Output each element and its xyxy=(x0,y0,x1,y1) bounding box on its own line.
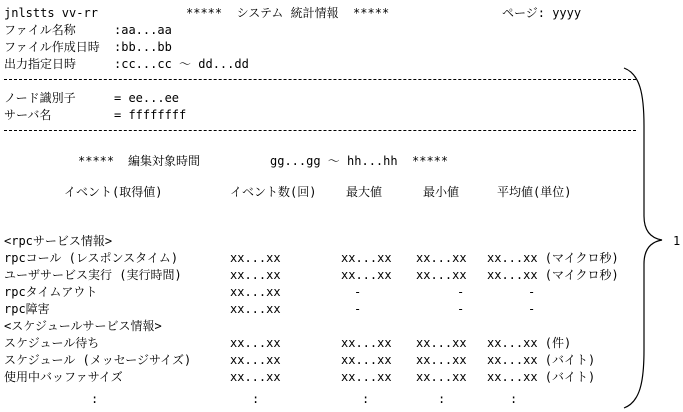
table-cell-min: xx...xx xyxy=(416,268,467,282)
column-header-count: イベント数(回) xyxy=(230,185,317,199)
brace-bracket xyxy=(618,66,668,410)
node-id-label: ノード識別子 xyxy=(4,91,76,105)
table-cell-avg: xx...xx (マイクロ秒) xyxy=(487,251,619,265)
continuation-mark: : xyxy=(438,392,446,406)
table-cell-min: xx...xx xyxy=(416,251,467,265)
table-cell-max: xx...xx xyxy=(341,336,392,350)
node-id-value: = ee...ee xyxy=(114,91,180,105)
table-cell-max: xx...xx xyxy=(341,268,392,282)
bracket-label: 1 xyxy=(673,234,681,248)
table-cell-count: xx...xx xyxy=(230,302,281,316)
file-name-value: :aa...aa xyxy=(114,23,172,37)
server-name-value: = ffffffff xyxy=(114,108,187,122)
table-cell-min: xx...xx xyxy=(416,336,467,350)
table-cell-avg: xx...xx (マイクロ秒) xyxy=(487,268,619,282)
file-name-label: ファイル名称 xyxy=(4,23,76,37)
table-cell-min: - xyxy=(457,285,465,299)
table-cell-max: - xyxy=(354,285,362,299)
table-cell-count: xx...xx xyxy=(230,370,281,384)
continuation-mark: : xyxy=(91,392,99,406)
table-row-event: スケジュール待ち xyxy=(4,336,100,350)
continuation-mark: : xyxy=(510,392,518,406)
table-cell-avg: xx...xx (件) xyxy=(487,336,572,350)
separator-line xyxy=(4,79,636,80)
continuation-mark: : xyxy=(252,392,260,406)
table-cell-avg: - xyxy=(528,285,536,299)
table-cell-count: xx...xx xyxy=(230,268,281,282)
table-cell-max: xx...xx xyxy=(341,370,392,384)
file-created-value: :bb...bb xyxy=(114,40,172,54)
continuation-mark: : xyxy=(362,392,370,406)
edit-period-prefix: ***** xyxy=(78,154,115,168)
page-label: ページ: yyyy xyxy=(502,6,582,20)
table-cell-min: xx...xx xyxy=(416,353,467,367)
table-cell-avg: - xyxy=(528,302,536,316)
column-header-event: イベント(取得値) xyxy=(64,185,163,199)
table-cell-max: xx...xx xyxy=(341,251,392,265)
table-cell-count: xx...xx xyxy=(230,336,281,350)
table-cell-count: xx...xx xyxy=(230,251,281,265)
table-cell-max: - xyxy=(354,302,362,316)
table-cell-min: - xyxy=(457,302,465,316)
report-title: ***** システム 統計情報 ***** xyxy=(186,6,390,20)
column-header-max: 最大値 xyxy=(346,185,383,199)
table-row-event: rpcコール (レスポンスタイム) xyxy=(4,251,179,265)
table-row-event: ユーザサービス実行 (実行時間) xyxy=(4,268,182,282)
separator-line xyxy=(4,130,636,131)
server-name-label: サーバ名 xyxy=(4,108,52,122)
table-row-event: 使用中バッファサイズ xyxy=(4,370,123,384)
output-range-label: 出力指定日時 xyxy=(4,57,77,71)
column-header-avg: 平均値(単位) xyxy=(497,185,572,199)
table-cell-count: xx...xx xyxy=(230,285,281,299)
table-row-event: rpcタイムアウト xyxy=(4,285,98,299)
table-cell-avg: xx...xx (バイト) xyxy=(487,370,596,384)
table-row-event: rpc障害 xyxy=(4,302,50,316)
command-name: jnlstts vv-rr xyxy=(4,6,98,20)
file-created-label: ファイル作成日時 xyxy=(4,40,100,54)
edit-period-label: 編集対象時間 xyxy=(128,154,201,168)
output-range-value: :cc...cc ～ dd...dd xyxy=(114,57,249,71)
table-cell-min: xx...xx xyxy=(416,370,467,384)
table-row-event: スケジュール (メッセージサイズ) xyxy=(4,353,192,367)
edit-period-range: gg...gg ～ hh...hh xyxy=(270,154,398,168)
edit-period-suffix: ***** xyxy=(412,154,449,168)
column-header-min: 最小値 xyxy=(423,185,460,199)
table-cell-count: xx...xx xyxy=(230,353,281,367)
table-cell-avg: xx...xx (バイト) xyxy=(487,353,596,367)
section-header-schedule: <スケジュールサービス情報> xyxy=(4,319,162,333)
section-header-rpc: <rpcサービス情報> xyxy=(4,234,113,248)
table-cell-max: xx...xx xyxy=(341,353,392,367)
